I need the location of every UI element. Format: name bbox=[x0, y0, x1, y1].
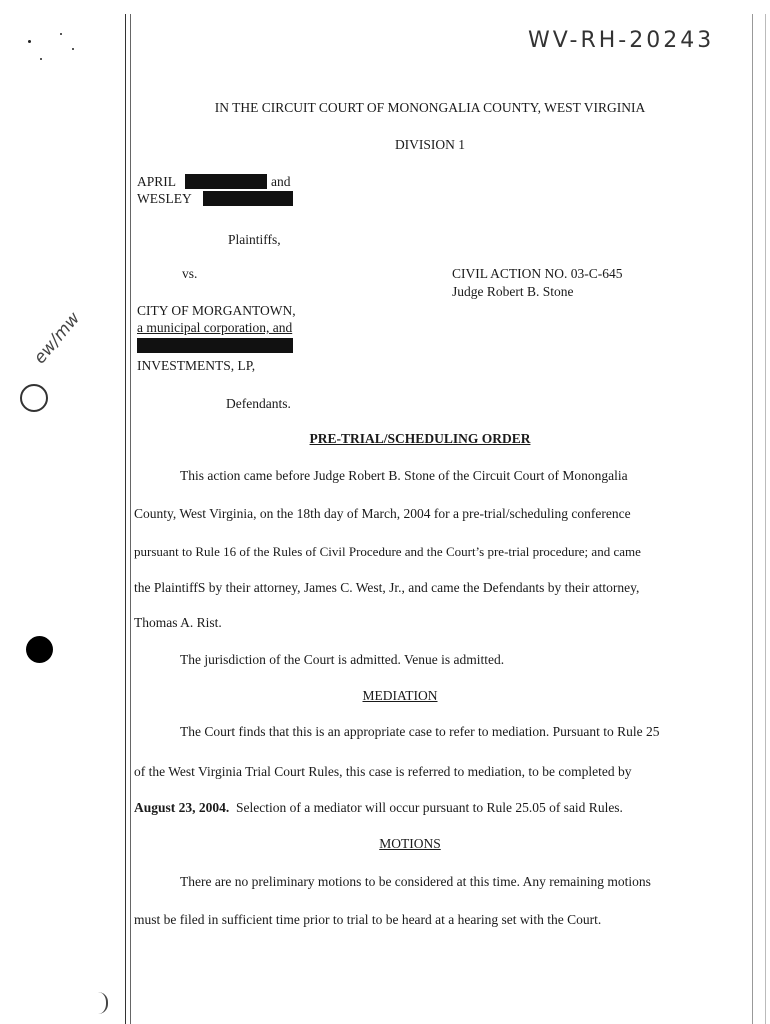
defendant-1: CITY OF MORGANTOWN, bbox=[137, 303, 296, 318]
mediation-deadline: August 23, 2004. bbox=[134, 800, 230, 815]
initials-text: ew/mw bbox=[30, 308, 85, 368]
versus-label: vs. bbox=[182, 266, 198, 281]
scan-speck bbox=[40, 58, 42, 60]
scan-speck bbox=[60, 33, 62, 35]
civil-action-number: CIVIL ACTION NO. 03-C-645 bbox=[452, 266, 623, 281]
scan-speck bbox=[72, 48, 74, 50]
court-heading: IN THE CIRCUIT COURT OF MONONGALIA COUNTY, WEST VIRGINIA bbox=[214, 100, 646, 115]
plaintiff-1-suffix: and bbox=[271, 174, 291, 189]
motions-line-1 bbox=[134, 874, 724, 890]
mediation-heading: MEDIATION bbox=[362, 688, 438, 703]
intro-line-2: County, West Virginia, on the 18th day of March, 2004 for a pre-trial/scheduling conference bbox=[134, 506, 631, 521]
right-margin-line bbox=[752, 14, 753, 1024]
plaintiff-1-prefix: APRIL bbox=[137, 174, 177, 189]
plaintiff-2-prefix: WESLEY bbox=[137, 191, 192, 206]
mediation-text-1: The Court finds that this is an appropriate case to refer to mediation. Pursuant to Rule 25 bbox=[180, 724, 660, 739]
redaction-bar bbox=[137, 338, 293, 353]
order-title: PRE-TRIAL/SCHEDULING ORDER bbox=[309, 431, 531, 446]
left-margin-line bbox=[125, 14, 126, 1024]
motions-text-1: There are no preliminary motions to be considered at this time. Any remaining motions bbox=[180, 874, 651, 889]
jurisdiction-line bbox=[134, 652, 724, 668]
intro-line-4: the PlaintiffS by their attorney, James C. West, Jr., and came the Defendants by their attorney, bbox=[134, 580, 640, 595]
motions-heading: MOTIONS bbox=[379, 836, 441, 851]
plaintiffs-label: Plaintiffs, bbox=[228, 232, 281, 247]
motions-line-2: must be filed in sufficient time prior to trial to be heard at a hearing set with the Court. bbox=[134, 912, 602, 927]
judge-name: Judge Robert B. Stone bbox=[452, 284, 574, 299]
defendants-label: Defendants. bbox=[226, 396, 291, 411]
left-margin-line-inner bbox=[130, 14, 131, 1024]
redaction-bar bbox=[203, 191, 293, 206]
hole-punch-icon bbox=[26, 636, 53, 663]
defendant-1-description: a municipal corporation, and bbox=[137, 320, 293, 335]
jurisdiction-text: The jurisdiction of the Court is admitted. Venue is admitted. bbox=[180, 652, 505, 667]
handwritten-tracking-code: WV-RH-20243 bbox=[528, 28, 715, 53]
intro-line-5: Thomas A. Rist. bbox=[134, 615, 222, 630]
defendant-2-suffix: INVESTMENTS, LP, bbox=[137, 358, 256, 373]
initials-circle-icon bbox=[20, 384, 48, 412]
scan-speck bbox=[28, 40, 31, 43]
intro-line-1 bbox=[134, 468, 724, 484]
intro-line-3: pursuant to Rule 16 of the Rules of Civil Procedure and the Court’s pre-trial procedure; and came bbox=[134, 544, 641, 559]
right-margin-line-outer bbox=[765, 14, 766, 1024]
intro-text-1: This action came before Judge Robert B. Stone of the Circuit Court of Monongalia bbox=[180, 468, 628, 483]
mediation-line-2: of the West Virginia Trial Court Rules, this case is referred to mediation, to be completed by bbox=[134, 764, 632, 779]
mediation-line-1 bbox=[134, 724, 724, 740]
handwritten-initials bbox=[30, 309, 84, 368]
mediation-line-3 bbox=[134, 800, 724, 816]
scan-mark-icon bbox=[98, 992, 108, 1014]
redaction-bar bbox=[185, 174, 267, 189]
mediation-text-3: Selection of a mediator will occur pursuant to Rule 25.05 of said Rules. bbox=[229, 800, 623, 815]
division-heading: DIVISION 1 bbox=[394, 137, 466, 152]
